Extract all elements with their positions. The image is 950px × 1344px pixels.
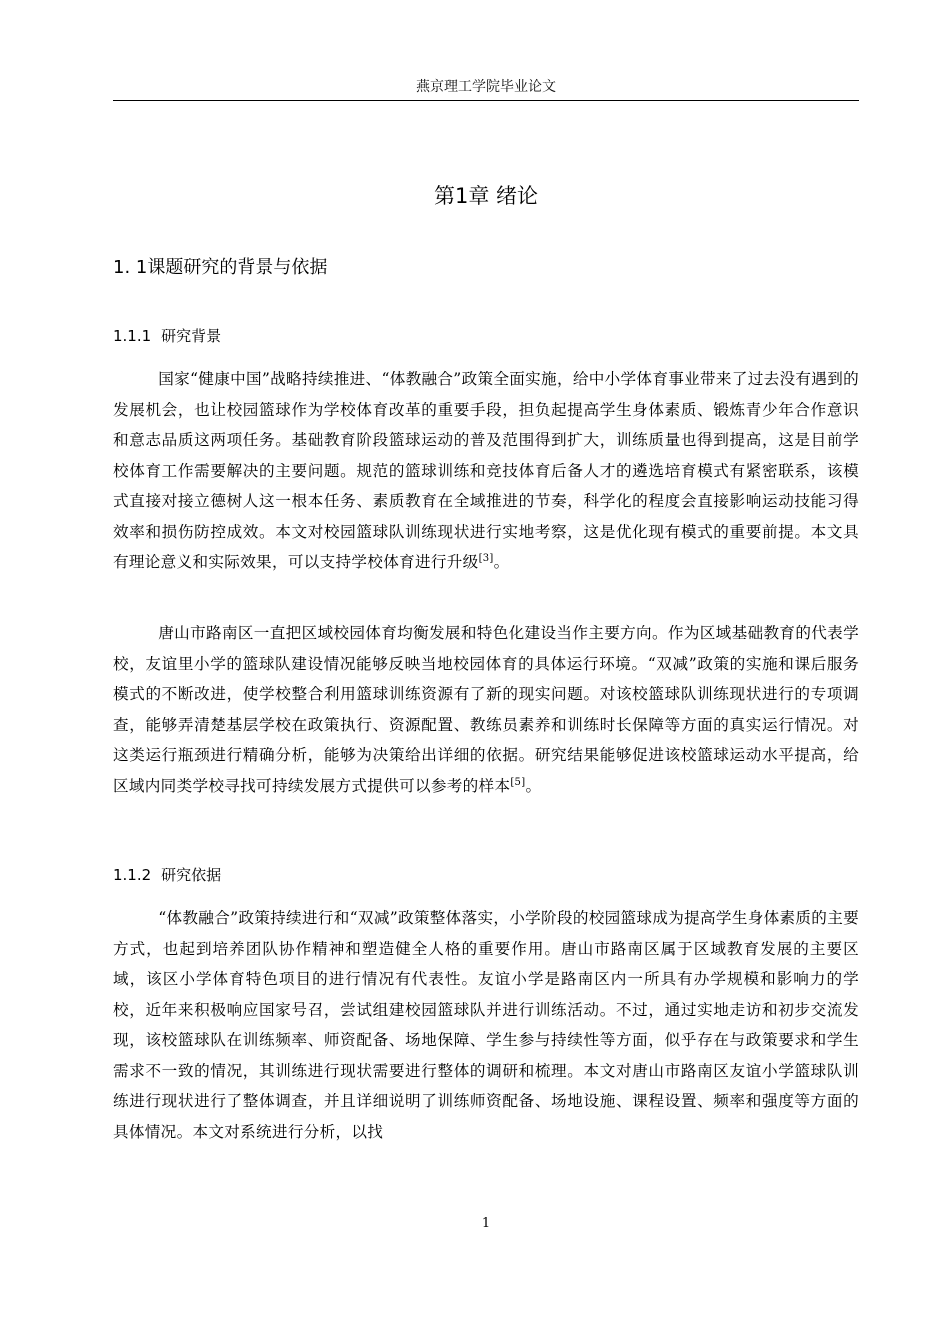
paragraph-1 xyxy=(113,364,859,578)
paragraph-text: 唐山市路南区一直把区域校园体育均衡发展和特色化建设当作主要方向。作为区域基础教育的代表学校，友谊里小学的篮球队建设情况能够反映当地校园体育的具体运行环境。“双减”政策的实施和课后服务模式的不断改进，使学校整合利用篮球训练资源有了新的现实问题。对该校篮球队训练现状进行的专项调查，能够弄清楚基层学校在政策执行、资源配置、教练员素养和训练时长保障等方面的真实运行情况。对这类运行瓶颈进行精确分析，能够为决策给出详细的依据。研究结果能够促进该校篮球运动水平提高，给区域内同类学校寻找可持续发展方式提供可以参考的样本 xyxy=(113,624,859,795)
paragraph-end: 。 xyxy=(493,553,510,571)
subsection-number: 1.1.1 xyxy=(113,327,152,345)
subsection-title-2 xyxy=(113,864,859,886)
subsection-label: 研究依据 xyxy=(161,866,222,884)
page-number: 1 xyxy=(481,1216,491,1231)
subsection-title-1 xyxy=(113,325,859,347)
subsection-number: 1.1.2 xyxy=(113,866,152,884)
chapter-title: 第1章 绪论 xyxy=(433,184,539,208)
header-rule xyxy=(113,100,859,101)
paragraph-text: “体教融合”政策持续进行和“双减”政策整体落实，小学阶段的校园篮球成为提高学生身体素质的主要方式，也起到培养团队协作精神和塑造健全人格的重要作用。唐山市路南区属于区域教育发展的主要区域，该区小学体育特色项目的进行情况有代表性。友谊小学是路南区内一所具有办学规模和影响力的学校，近年来积极响应国家号召，尝试组建校园篮球队并进行训练活动。不过，通过实地走访和初步交流发现，该校篮球队在训练频率、师资配备、场地保障、学生参与持续性等方面，似乎存在与政策要求和学生需求不一致的情况，其训练进行现状需要进行整体的调研和梳理。本文对唐山市路南区友谊小学篮球队训练进行现状进行了整体调查，并且详细说明了训练师资配备、场地设施、课程设置、频率和强度等方面的具体情况。本文对系统进行分析，以找 xyxy=(113,909,859,1141)
paragraph-3 xyxy=(113,903,859,1147)
paragraph-text: 国家“健康中国”战略持续推进、“体教融合”政策全面实施，给中小学体育事业带来了过去没有遇到的发展机会，也让校园篮球作为学校体育改革的重要手段，担负起提高学生身体素质、锻炼青少年合作意识和意志品质这两项任务。基础教育阶段篮球运动的普及范围得到扩大，训练质量也得到提高，这是目前学校体育工作需要解决的主要问题。规范的篮球训练和竞技体育后备人才的遴选培育模式有紧密联系，该模式直接对接立德树人这一根本任务、素质教育在全域推进的节奏，科学化的程度会直接影响运动技能习得效率和损伤防控成效。本文对校园篮球队训练现状进行实地考察，这是优化现有模式的重要前提。本文具有理论意义和实际效果，可以支持学校体育进行升级 xyxy=(113,370,859,571)
subsection-label: 研究背景 xyxy=(161,327,222,345)
section-title: 1. 1课题研究的背景与依据 xyxy=(113,257,328,278)
citation: [5] xyxy=(510,776,526,788)
citation: [3] xyxy=(478,553,494,564)
paragraph-2 xyxy=(113,618,859,801)
paragraph-end: 。 xyxy=(525,776,542,795)
running-header: 燕京理工学院毕业论文 xyxy=(416,79,556,95)
